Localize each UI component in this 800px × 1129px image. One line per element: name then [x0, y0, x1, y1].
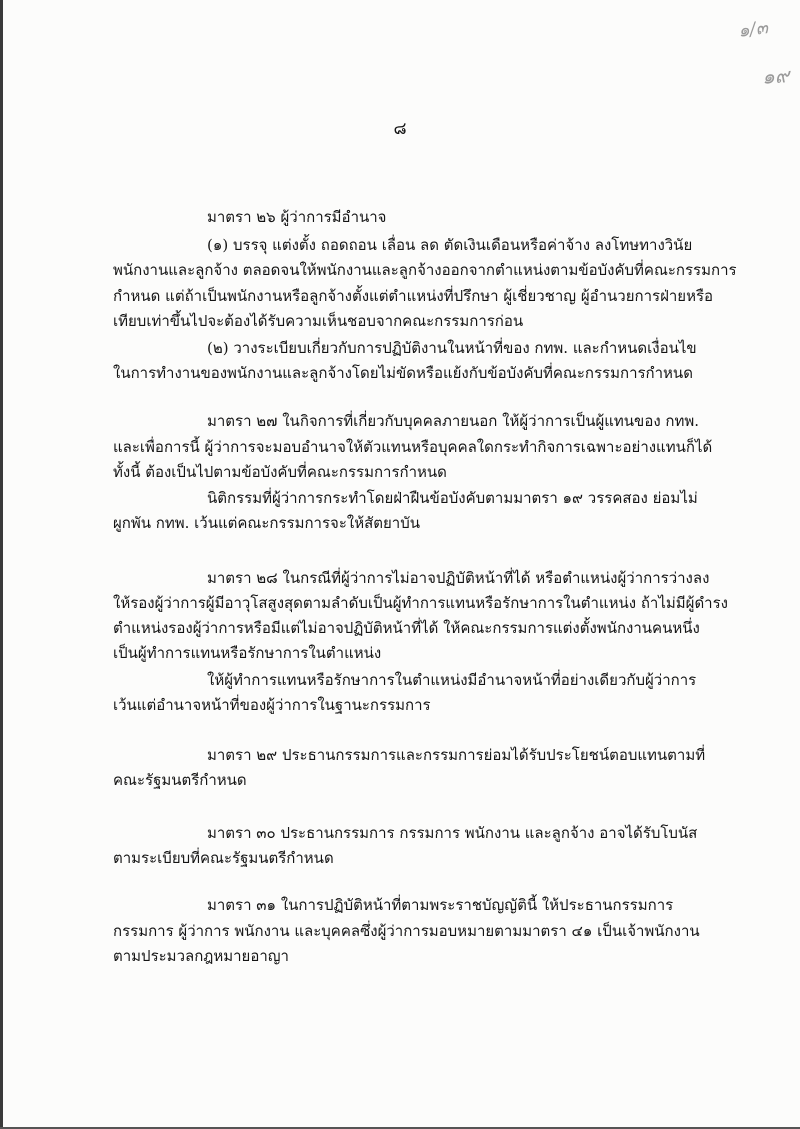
section-29-line: คณะรัฐมนตรีกำหนด — [113, 771, 247, 789]
section-28-line: ตำแหน่งรองผู้ว่าการหรือมีแต่ไม่อาจปฏิบัติหน้าที่ได้ ให้คณะกรรมการแต่งตั้งพนักงานคนหนึ่ง — [113, 619, 700, 637]
section-27-heading: มาตรา ๒๗ ในกิจการที่เกี่ยวกับบุคคลภายนอก ให้ผู้ว่าการเป็นผู้แทนของ กทพ. — [207, 412, 700, 430]
handwritten-mark-top-right: ๑/๓ — [736, 17, 770, 42]
section-31-line: กรรมการ ผู้ว่าการ พนักงาน และบุคคลซึ่งผู้ว่าการมอบหมายตามมาตรา ๔๑ เป็นเจ้าพนักงาน — [113, 922, 700, 940]
section-29-heading: มาตรา ๒๙ ประธานกรรมการและกรรมการย่อมได้รับประโยชน์ตอบแทนตามที่ — [207, 746, 706, 764]
section-26-line: กำหนด แต่ถ้าเป็นพนักงานหรือลูกจ้างตั้งแต่ตำแหน่งที่ปรึกษา ผู้เชี่ยวชาญ ผู้อำนวยการฝ่ายหรือ — [113, 287, 714, 305]
section-27-line: นิติกรรมที่ผู้ว่าการกระทำโดยฝ่าฝืนข้อบังคับตามมาตรา ๑๙ วรรคสอง ย่อมไม่ — [207, 489, 698, 507]
page-number: ๘ — [393, 119, 407, 139]
section-30-line: ตามระเบียบที่คณะรัฐมนตรีกำหนด — [113, 849, 334, 867]
section-26-line: เทียบเท่าขึ้นไปจะต้องได้รับความเห็นชอบจากคณะกรรมการก่อน — [113, 312, 524, 330]
section-30-heading: มาตรา ๓๐ ประธานกรรมการ กรรมการ พนักงาน และลูกจ้าง อาจได้รับโบนัส — [207, 824, 698, 842]
section-26-line: (๑) บรรจุ แต่งตั้ง ถอดถอน เลื่อน ลด ตัดเงินเดือนหรือค่าจ้าง ลงโทษทางวินัย — [207, 236, 693, 254]
section-27-line: ทั้งนี้ ต้องเป็นไปตามข้อบังคับที่คณะกรรมการกำหนด — [113, 463, 447, 481]
section-27-line: ผูกพัน กทพ. เว้นแต่คณะกรรมการจะให้สัตยาบัน — [113, 514, 420, 532]
section-31-heading: มาตรา ๓๑ ในการปฏิบัติหน้าที่ตามพระราชบัญญัตินี้ ให้ประธานกรรมการ — [207, 896, 674, 914]
handwritten-mark-right-edge: ๑๙ — [761, 63, 791, 89]
section-28-line: ให้รองผู้ว่าการผู้มีอาวุโสสูงสุดตามลำดับเป็นผู้ทำการแทนหรือรักษาการในตำแหน่ง ถ้าไม่มีผู้ดำรง — [113, 594, 728, 612]
section-26-heading: มาตรา ๒๖ ผู้ว่าการมีอำนาจ — [207, 208, 387, 226]
section-28-line: เว้นแต่อำนาจหน้าที่ของผู้ว่าการในฐานะกรรมการ — [113, 696, 431, 714]
section-28-heading: มาตรา ๒๘ ในกรณีที่ผู้ว่าการไม่อาจปฏิบัติหน้าที่ได้ หรือตำแหน่งผู้ว่าการว่างลง — [207, 569, 710, 587]
section-26-line: (๒) วางระเบียบเกี่ยวกับการปฏิบัติงานในหน้าที่ของ กทพ. และกำหนดเงื่อนไข — [207, 339, 697, 357]
section-28-line: ให้ผู้ทำการแทนหรือรักษาการในตำแหน่งมีอำนาจหน้าที่อย่างเดียวกับผู้ว่าการ — [207, 671, 697, 689]
section-28-line: เป็นผู้ทำการแทนหรือรักษาการในตำแหน่ง — [113, 644, 382, 662]
section-26-line: พนักงานและลูกจ้าง ตลอดจนให้พนักงานและลูกจ้างออกจากตำแหน่งตามข้อบังคับที่คณะกรรมการ — [113, 261, 737, 279]
section-26-line: ในการทำงานของพนักงานและลูกจ้างโดยไม่ขัดหรือแย้งกับข้อบังคับที่คณะกรรมการกำหนด — [113, 364, 693, 382]
scan-edge-left — [0, 0, 3, 1129]
section-27-line: และเพื่อการนี้ ผู้ว่าการจะมอบอำนาจให้ตัวแทนหรือบุคคลใดกระทำกิจการเฉพาะอย่างแทนก็ได้ — [113, 438, 713, 456]
section-31-line: ตามประมวลกฎหมายอาญา — [113, 947, 289, 965]
